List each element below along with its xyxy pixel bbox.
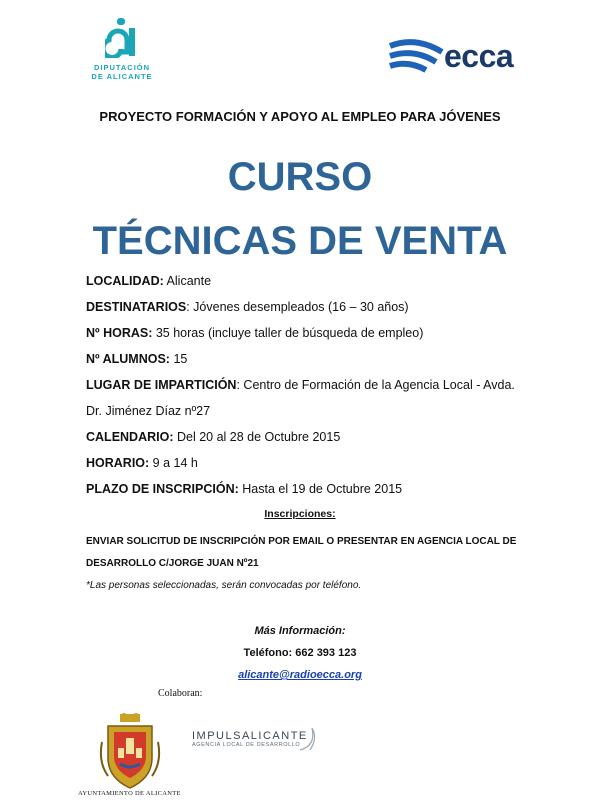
- course-label: CURSO: [227, 155, 373, 199]
- city-shield-icon: [98, 712, 162, 790]
- inscripciones-heading: Inscripciones:: [264, 508, 336, 520]
- ecca-waves-icon: [386, 38, 446, 78]
- course-title: TÉCNICAS DE VENTA: [92, 219, 508, 263]
- detail-lugar: LUGAR DE IMPARTICIÓN: Centro de Formación de la Agencia Local - Avda.: [86, 378, 515, 392]
- detail-calendario: CALENDARIO: Del 20 al 28 de Octubre 2015: [86, 430, 341, 444]
- inscripciones-line2: DESARROLLO C/JORGE JUAN Nº21: [86, 558, 259, 569]
- detail-localidad: LOCALIDAD: Alicante: [86, 274, 212, 288]
- inscripciones-note: *Las personas seleccionadas, serán convocadas por teléfono.: [86, 580, 362, 591]
- detail-plazo: PLAZO DE INSCRIPCIÓN: Hasta el 19 de Octubre 2015: [86, 482, 403, 496]
- more-info-heading: Más Información:: [254, 625, 346, 637]
- detail-destinatarios: DESTINATARIOS: Jóvenes desempleados (16 – 30 años): [86, 300, 409, 314]
- detail-lugar-cont: Dr. Jiménez Díaz nº27: [86, 404, 211, 418]
- diputacion-emblem-icon: [105, 18, 139, 58]
- more-info-email-link[interactable]: alicante@radioecca.org: [238, 669, 362, 681]
- diputacion-line2: DE ALICANTE: [91, 72, 153, 81]
- ayuntamiento-shield: [98, 712, 162, 800]
- diputacion-line1: DIPUTACIÓN: [93, 63, 151, 72]
- impuls-wordmark: IMPULSALICANTE: [192, 730, 308, 742]
- project-title: PROYECTO FORMACIÓN Y APOYO AL EMPLEO PARA JÓVENES: [99, 109, 501, 124]
- detail-horas: Nº HORAS: 35 horas (incluye taller de búsqueda de empleo): [86, 326, 424, 340]
- ecca-logo: [386, 38, 536, 80]
- detail-horario: HORARIO: 9 a 14 h: [86, 456, 198, 470]
- diputacion-logo: [82, 18, 162, 88]
- impuls-alicante-logo: [192, 730, 322, 770]
- impuls-swirl-icon: [296, 724, 320, 754]
- more-info-phone: Teléfono: 662 393 123: [243, 647, 357, 659]
- ecca-wordmark: ecca: [444, 38, 514, 74]
- impuls-subtitle: AGENCIA LOCAL DE DESARROLLO: [192, 742, 301, 748]
- inscripciones-line1: ENVIAR SOLICITUD DE INSCRIPCIÓN POR EMAIL O PRESENTAR EN AGENCIA LOCAL DE: [86, 536, 517, 547]
- ayuntamiento-label: AYUNTAMIENTO DE ALICANTE: [78, 790, 181, 797]
- colaboran-label: Colaboran:: [158, 688, 203, 699]
- detail-alumnos: Nº ALUMNOS: 15: [86, 352, 188, 366]
